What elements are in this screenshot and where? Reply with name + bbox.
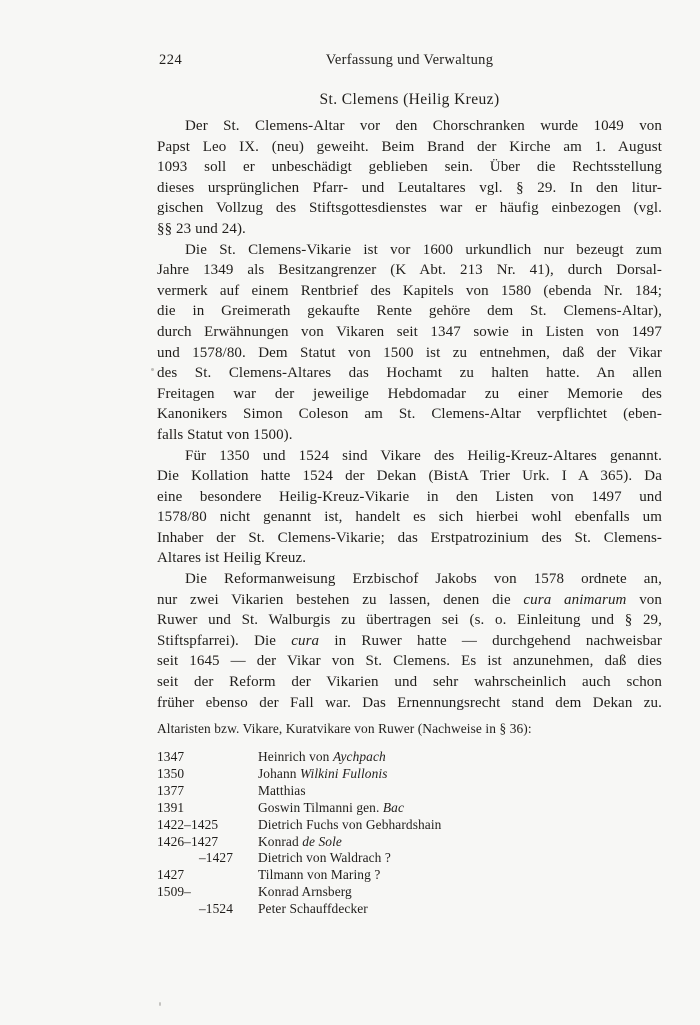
name-cell: Matthias — [258, 782, 306, 798]
year-cell: 1427 — [157, 867, 185, 883]
page-number: 224 — [159, 52, 183, 68]
name-cell: Dietrich Fuchs von Gebhardshain — [258, 816, 442, 832]
body-line: falls Statut von 1500). — [157, 426, 293, 443]
body-line: seit 1645 — der Vikar von St. Clemens. Es ist anzunehmen, daß dies — [157, 653, 662, 670]
body-line: Altares ist Heilig Kreuz. — [157, 550, 307, 567]
year-cell: 1422–1425 — [157, 816, 219, 832]
body-line: gischen Vollzug des Stiftsgottesdienstes war er häufig einbezogen (vgl. — [157, 200, 662, 217]
body-line: Ruwer und St. Walburgis zu übertragen sei (s. o. Einleitung und § 29, — [157, 612, 662, 629]
body-line: Der St. Clemens-Altar vor den Chorschranken wurde 1049 von — [185, 118, 662, 134]
year-cell: 1426–1427 — [157, 833, 219, 849]
paragraph — [157, 569, 662, 713]
year-cell: 1347 — [157, 749, 185, 764]
body-line: Die Reformanweisung Erzbischof Jakobs von 1578 ordnete an, — [185, 571, 662, 588]
year-cell: 1391 — [157, 799, 185, 815]
body-line: Kanonikers Simon Coleson am St. Clemens-Altar verpflichtet (eben- — [157, 406, 662, 423]
paragraph — [157, 446, 662, 570]
paragraph — [157, 240, 662, 446]
table-row — [157, 884, 662, 901]
body-line: und 1578/80. Dem Statut von 1500 ist zu entnehmen, daß der Vikar — [157, 344, 662, 361]
vicar-list-heading: Altaristen bzw. Vikare, Kuratvikare von Ruwer (Nachweise in § 36): — [157, 721, 532, 736]
body-line: Für 1350 und 1524 sind Vikare des Heilig-Kreuz-Altares genannt. — [185, 447, 662, 464]
body-line: Stiftspfarrei). Die cura in Ruwer hatte — durchgehend nachweisbar — [157, 632, 662, 649]
name-cell: Tilmann von Maring ? — [258, 867, 381, 883]
running-title: Verfassung und Verwaltung — [325, 52, 494, 68]
scan-speck — [159, 1002, 161, 1006]
body-line: eine besondere Heilig-Kreuz-Vikarie in den Listen von 1497 und — [157, 488, 662, 505]
body-line: §§ 23 und 24). — [157, 220, 246, 237]
table-row — [157, 901, 662, 918]
year-cell: 1377 — [157, 782, 185, 798]
table-row — [157, 766, 662, 783]
body-line: früher ebenso der Fall war. Das Ernennungsrecht stand dem Dekan zu. — [157, 694, 662, 711]
body-line: dieses ursprünglichen Pfarr- und Leutaltares vgl. § 29. In den litur- — [157, 179, 662, 196]
scan-speck — [151, 368, 154, 371]
name-cell: Goswin Tilmanni gen. Bac — [258, 799, 404, 815]
name-cell: Konrad Arnsberg — [258, 884, 352, 900]
body-line: des St. Clemens-Altares das Hochamt zu halten hatte. An allen — [157, 365, 662, 382]
body-line: 1578/80 nicht genannt ist, handelt es sich hierbei wohl ebenfalls um — [157, 509, 662, 526]
body-line: Papst Leo IX. (neu) geweiht. Beim Brand der Kirche am 1. August — [157, 138, 662, 155]
table-row — [157, 783, 662, 800]
body-line: Freitagen war der jeweilige Hebdomadar zu einer Memorie des — [157, 385, 662, 402]
body-line: Jahre 1349 als Besitzangrenzer (K Abt. 213 Nr. 41), durch Dorsal- — [157, 262, 662, 279]
table-row — [157, 867, 662, 884]
table-row — [157, 817, 662, 834]
body-text — [157, 116, 662, 713]
table-row — [157, 834, 662, 851]
body-line: nur zwei Vikarien bestehen zu lassen, denen die cura animarum von — [157, 591, 663, 608]
name-cell: Johann Wilkini Fullonis — [258, 765, 388, 781]
year-cell: –1427 — [199, 850, 233, 866]
name-cell: Heinrich von Aychpach — [258, 749, 386, 764]
body-line: 1093 soll er unbeschädigt geblieben sein. Über die Rechtsstellung — [157, 159, 662, 176]
year-cell: 1509– — [157, 884, 191, 900]
name-cell: Peter Schauffdecker — [258, 901, 368, 917]
body-line: vermerk auf einem Rentbrief des Kapitels von 1580 (ebenda Nr. 184; — [157, 282, 662, 299]
table-row — [157, 749, 662, 766]
name-cell: Dietrich von Waldrach ? — [258, 850, 391, 866]
body-line: die in Greimerath gekaufte Rente gehöre dem St. Clemens-Altar), — [157, 303, 662, 320]
body-line: durch Erwähnungen von Vikaren seit 1347 sowie in Listen von 1497 — [157, 323, 662, 340]
body-line: Inhaber der St. Clemens-Vikarie; das Erstpatrozinium des St. Clemens- — [157, 529, 662, 546]
year-cell: –1524 — [199, 901, 233, 917]
paragraph — [157, 116, 662, 240]
table-row — [157, 850, 662, 867]
body-line: Die Kollation hatte 1524 der Dekan (BistA Trier Urk. I A 365). Da — [157, 468, 662, 485]
vicar-list — [157, 721, 662, 918]
vicar-table — [157, 749, 662, 918]
section-title: St. Clemens (Heilig Kreuz) — [319, 91, 500, 108]
name-cell: Konrad de Sole — [258, 833, 342, 849]
table-row — [157, 800, 662, 817]
page-header — [157, 53, 662, 68]
body-line: Die St. Clemens-Vikarie ist vor 1600 urkundlich nur bezeugt zum — [185, 241, 662, 258]
body-line: seit der Reform der Vikarien und sehr wahrscheinlich auch schon — [157, 674, 662, 691]
year-cell: 1350 — [157, 765, 185, 781]
